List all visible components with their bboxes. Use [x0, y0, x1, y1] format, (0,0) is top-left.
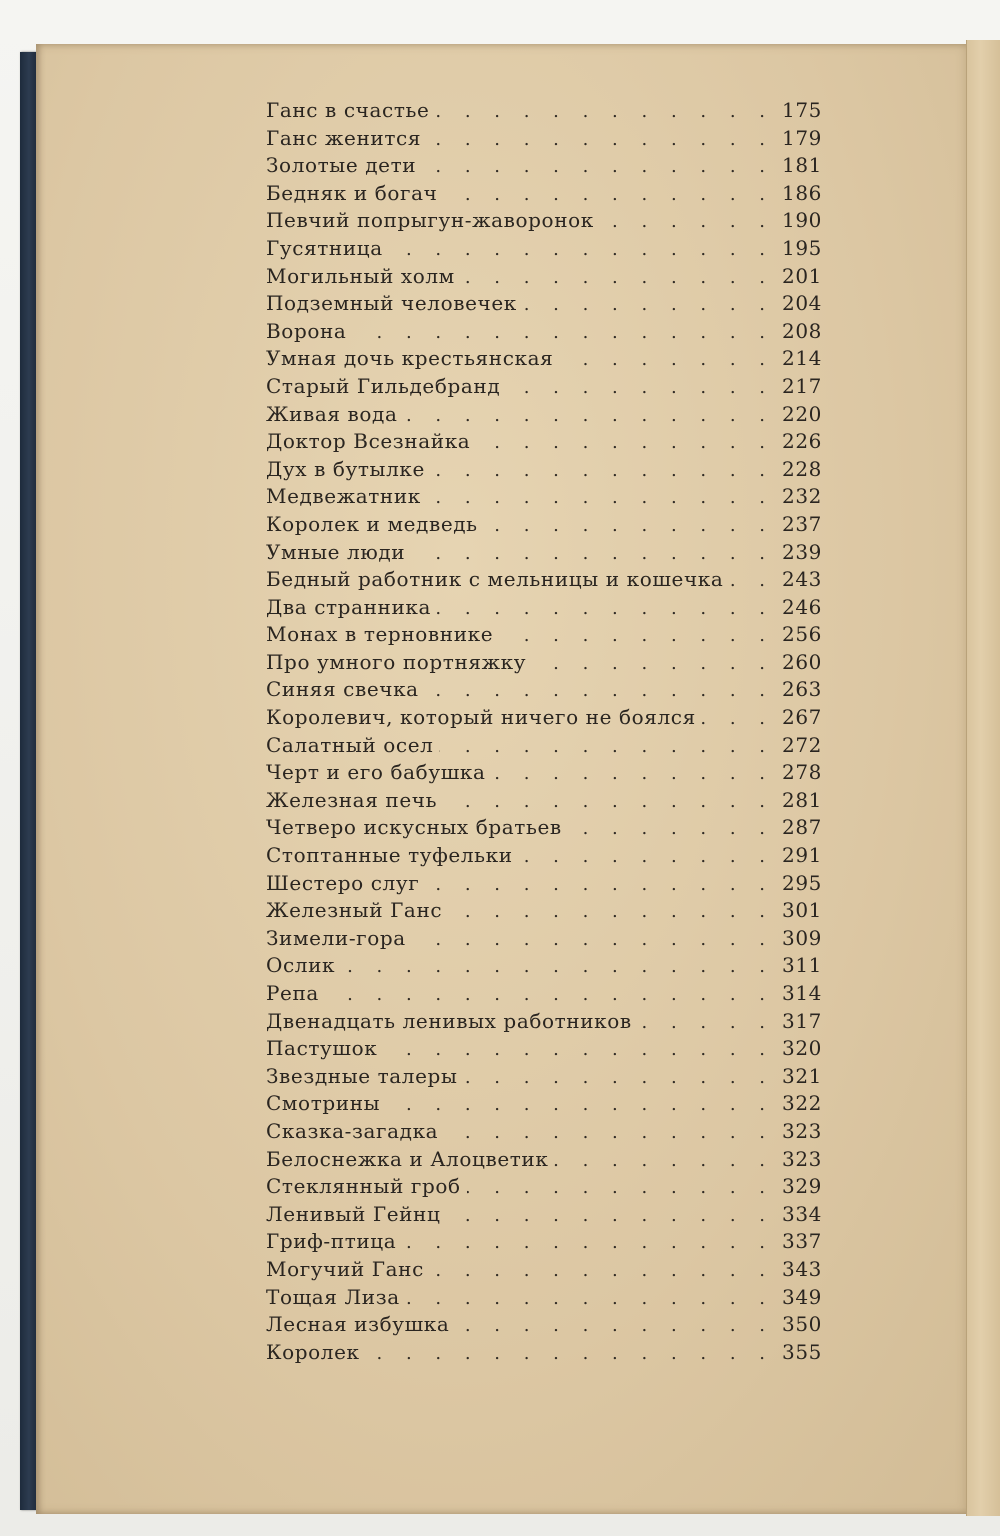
- dot-leader: [523, 294, 774, 315]
- toc-entry-page-number: 256: [782, 622, 822, 647]
- toc-entry-page-number: 322: [782, 1091, 822, 1116]
- toc-entry-title: Тощая Лиза: [266, 1284, 400, 1309]
- dot-leader: [402, 1232, 774, 1253]
- toc-entry-title: Шестеро слуг: [266, 870, 420, 895]
- toc-entry-page-number: 349: [782, 1284, 822, 1309]
- toc-entry: [266, 291, 822, 319]
- toc-entry: [266, 346, 822, 374]
- toc-entry-title: Двенадцать ленивых работников: [266, 1008, 632, 1033]
- toc-entry-title: Ленивый Гейнц: [266, 1201, 441, 1226]
- toc-entry-title: Монах в терновнике: [266, 622, 494, 647]
- toc-entry-title: Про умного портняжку: [266, 649, 527, 674]
- toc-entry-page-number: 323: [782, 1118, 822, 1143]
- dot-leader: [463, 1067, 774, 1088]
- dot-leader: [425, 680, 774, 701]
- toc-entry-title: Дух в бутылке: [266, 456, 425, 481]
- dot-leader: [559, 349, 774, 370]
- toc-entry-title: Гриф-птица: [266, 1229, 397, 1254]
- toc-entry-page-number: 343: [782, 1256, 822, 1281]
- dot-leader: [729, 570, 774, 591]
- dot-leader: [341, 956, 774, 977]
- dot-leader: [519, 846, 774, 867]
- toc-entry-title: Королевич, который ничего не боялся: [266, 705, 696, 730]
- toc-entry-page-number: 355: [782, 1339, 822, 1364]
- toc-entry-page-number: 195: [782, 235, 822, 260]
- dot-leader: [406, 1288, 774, 1309]
- dot-leader: [638, 1012, 774, 1033]
- toc-entry: [266, 1036, 822, 1064]
- toc-entry-page-number: 201: [782, 263, 822, 288]
- toc-entry: [266, 926, 822, 954]
- toc-entry: [266, 733, 822, 761]
- dot-leader: [532, 653, 774, 674]
- toc-entry: [266, 1064, 822, 1092]
- toc-entry-title: Старый Гильдебранд: [266, 373, 501, 398]
- toc-entry: [266, 1174, 822, 1202]
- toc-entry: [266, 512, 822, 540]
- toc-entry-page-number: 263: [782, 677, 822, 702]
- dot-leader: [325, 984, 774, 1005]
- dot-leader: [430, 1260, 774, 1281]
- toc-entry: [266, 953, 822, 981]
- toc-entry: [266, 1147, 822, 1175]
- dot-leader: [386, 1094, 774, 1115]
- toc-entry: [266, 429, 822, 457]
- toc-entry-title: Железный Ганс: [266, 898, 443, 923]
- toc-entry-page-number: 232: [782, 484, 822, 509]
- toc-entry-page-number: 186: [782, 180, 822, 205]
- toc-entry-title: Салатный осел: [266, 732, 434, 757]
- dot-leader: [554, 1150, 774, 1171]
- toc-entry-title: Лесная избушка: [266, 1312, 450, 1337]
- toc-entry: [266, 98, 822, 126]
- toc-entry-title: Умные люди: [266, 539, 406, 564]
- toc-entry-title: Железная печь: [266, 787, 438, 812]
- toc-entry-page-number: 226: [782, 429, 822, 454]
- toc-entry: [266, 374, 822, 402]
- toc-entry-page-number: 220: [782, 401, 822, 426]
- dot-leader: [444, 1122, 774, 1143]
- toc-entry-title: Два странника: [266, 594, 432, 619]
- toc-entry-page-number: 311: [782, 953, 822, 978]
- toc-entry-title: Ганс женится: [266, 125, 422, 150]
- toc-entry-page-number: 291: [782, 843, 822, 868]
- toc-entry-page-number: 287: [782, 815, 822, 840]
- toc-entry: [266, 1229, 822, 1257]
- dot-leader: [443, 184, 774, 205]
- toc-entry-page-number: 217: [782, 373, 822, 398]
- dot-leader: [439, 736, 774, 757]
- toc-entry-page-number: 179: [782, 125, 822, 150]
- toc-entry: [266, 1119, 822, 1147]
- toc-entry-page-number: 309: [782, 925, 822, 950]
- toc-entry-page-number: 350: [782, 1312, 822, 1337]
- dot-leader: [467, 1177, 774, 1198]
- toc-entry-title: Медвежатник: [266, 484, 421, 509]
- dot-leader: [352, 322, 774, 343]
- toc-entry-title: Доктор Всезнайка: [266, 429, 471, 454]
- dot-leader: [427, 129, 774, 150]
- toc-entry-title: Могильный холм: [266, 263, 455, 288]
- toc-entry-title: Звездные талеры: [266, 1063, 458, 1088]
- toc-entry-title: Подземный человечек: [266, 291, 517, 316]
- toc-entry: [266, 1312, 822, 1340]
- toc-entry: [266, 705, 822, 733]
- toc-entry-page-number: 272: [782, 732, 822, 757]
- toc-entry: [266, 981, 822, 1009]
- toc-entry: [266, 153, 822, 181]
- toc-entry-title: Живая вода: [266, 401, 398, 426]
- toc-entry: [266, 540, 822, 568]
- toc-entry-page-number: 317: [782, 1008, 822, 1033]
- toc-entry-title: Четверо искусных братьев: [266, 815, 562, 840]
- toc-entry: [266, 236, 822, 264]
- toc-entry: [266, 181, 822, 209]
- toc-entry-title: Бедный работник с мельницы и кошечка: [266, 567, 724, 592]
- toc-entry-title: Могучий Ганс: [266, 1256, 424, 1281]
- toc-entry-page-number: 175: [782, 98, 822, 122]
- toc-entry-title: Пастушок: [266, 1036, 378, 1061]
- toc-entry-title: Певчий попрыгун-жаворонок: [266, 208, 594, 233]
- toc-entry: [266, 1285, 822, 1313]
- dot-leader: [366, 1343, 774, 1364]
- toc-entry-title: Сказка-загадка: [266, 1118, 439, 1143]
- toc-entry-page-number: 278: [782, 760, 822, 785]
- toc-entry-page-number: 190: [782, 208, 822, 233]
- dot-leader: [506, 377, 774, 398]
- toc-entry-title: Умная дочь крестьянская: [266, 346, 554, 371]
- dot-leader: [383, 1039, 774, 1060]
- dot-leader: [600, 211, 774, 232]
- toc-entry-page-number: 295: [782, 870, 822, 895]
- toc-entry-page-number: 314: [782, 981, 822, 1005]
- toc-entry: [266, 622, 822, 650]
- toc-entry-page-number: 281: [782, 787, 822, 812]
- toc-entry: [266, 457, 822, 485]
- dot-leader: [492, 763, 774, 784]
- dot-leader: [568, 818, 774, 839]
- toc-entry-page-number: 329: [782, 1174, 822, 1199]
- toc-entry: [266, 126, 822, 154]
- dot-leader: [389, 239, 774, 260]
- toc-entry-title: Гусятница: [266, 235, 383, 260]
- toc-entry-page-number: 246: [782, 594, 822, 619]
- toc-entry: [266, 484, 822, 512]
- toc-entry-page-number: 208: [782, 318, 822, 343]
- dot-leader: [412, 929, 774, 950]
- toc-entry-title: Белоснежка и Алоцветик: [266, 1146, 549, 1171]
- toc-entry-page-number: 337: [782, 1229, 822, 1254]
- toc-entry-title: Королек: [266, 1339, 360, 1364]
- dot-leader: [404, 405, 775, 426]
- dot-leader: [499, 625, 774, 646]
- dot-leader: [448, 901, 774, 922]
- toc-entry-page-number: 334: [782, 1201, 822, 1226]
- toc-entry: [266, 1009, 822, 1037]
- toc-entry: [266, 595, 822, 623]
- toc-entry-title: Стоптанные туфельки: [266, 843, 513, 868]
- toc-entry-page-number: 181: [782, 153, 822, 178]
- toc-entry-page-number: 239: [782, 539, 822, 564]
- facing-page-edge: [966, 40, 1000, 1516]
- toc-entry-page-number: 214: [782, 346, 822, 371]
- toc-entry: [266, 1091, 822, 1119]
- toc-entry-page-number: 301: [782, 898, 822, 923]
- toc-entry-page-number: 237: [782, 511, 822, 536]
- toc-entry: [266, 1202, 822, 1230]
- dot-leader: [422, 156, 774, 177]
- toc-entry-title: Черт и его бабушка: [266, 760, 486, 785]
- toc-entry: [266, 871, 822, 899]
- toc-entry-page-number: 321: [782, 1063, 822, 1088]
- toc-entry-title: Смотрины: [266, 1091, 381, 1116]
- toc-entry: [266, 319, 822, 347]
- toc-entry-title: Золотые дети: [266, 153, 417, 178]
- toc-entry-page-number: 323: [782, 1146, 822, 1171]
- toc-entry: [266, 402, 822, 430]
- toc-entry: [266, 1340, 822, 1368]
- toc-entry-page-number: 243: [782, 567, 822, 592]
- toc-entry: [266, 898, 822, 926]
- toc-entry-title: Бедняк и богач: [266, 180, 438, 205]
- toc-entry: [266, 843, 822, 871]
- toc-entry-page-number: 267: [782, 705, 822, 730]
- dot-leader: [484, 515, 774, 536]
- dot-leader: [476, 432, 774, 453]
- toc-entry: [266, 1257, 822, 1285]
- toc-entry: [266, 567, 822, 595]
- toc-entry-title: Ворона: [266, 318, 347, 343]
- dot-leader: [427, 487, 774, 508]
- toc-entry-page-number: 204: [782, 291, 822, 316]
- dot-leader: [446, 1205, 774, 1226]
- dot-leader: [461, 267, 774, 288]
- dot-leader: [431, 460, 774, 481]
- dot-leader: [443, 791, 774, 812]
- dot-leader: [455, 1315, 774, 1336]
- dot-leader: [411, 543, 774, 564]
- toc-entry-title: Зимели-гора: [266, 925, 406, 950]
- dot-leader: [435, 101, 774, 122]
- toc-entry: [266, 677, 822, 705]
- toc-entry-title: Репа: [266, 981, 319, 1005]
- toc-entry-title: Ослик: [266, 953, 336, 978]
- toc-entry: [266, 788, 822, 816]
- toc-entry: [266, 650, 822, 678]
- dot-leader: [702, 708, 774, 729]
- toc-entry: [266, 815, 822, 843]
- dot-leader: [437, 598, 774, 619]
- toc-entry-page-number: 320: [782, 1036, 822, 1061]
- toc-entry: [266, 264, 822, 292]
- toc-entry-title: Синяя свечка: [266, 677, 419, 702]
- dot-leader: [425, 874, 774, 895]
- toc-entry: [266, 760, 822, 788]
- table-of-contents: [266, 98, 822, 1367]
- toc-entry-page-number: 228: [782, 456, 822, 481]
- toc-entry-title: Стеклянный гроб: [266, 1174, 461, 1199]
- toc-entry-title: Королек и медведь: [266, 511, 478, 536]
- toc-entry-title: Ганс в счастье: [266, 98, 430, 122]
- toc-entry: [266, 208, 822, 236]
- toc-entry-page-number: 260: [782, 649, 822, 674]
